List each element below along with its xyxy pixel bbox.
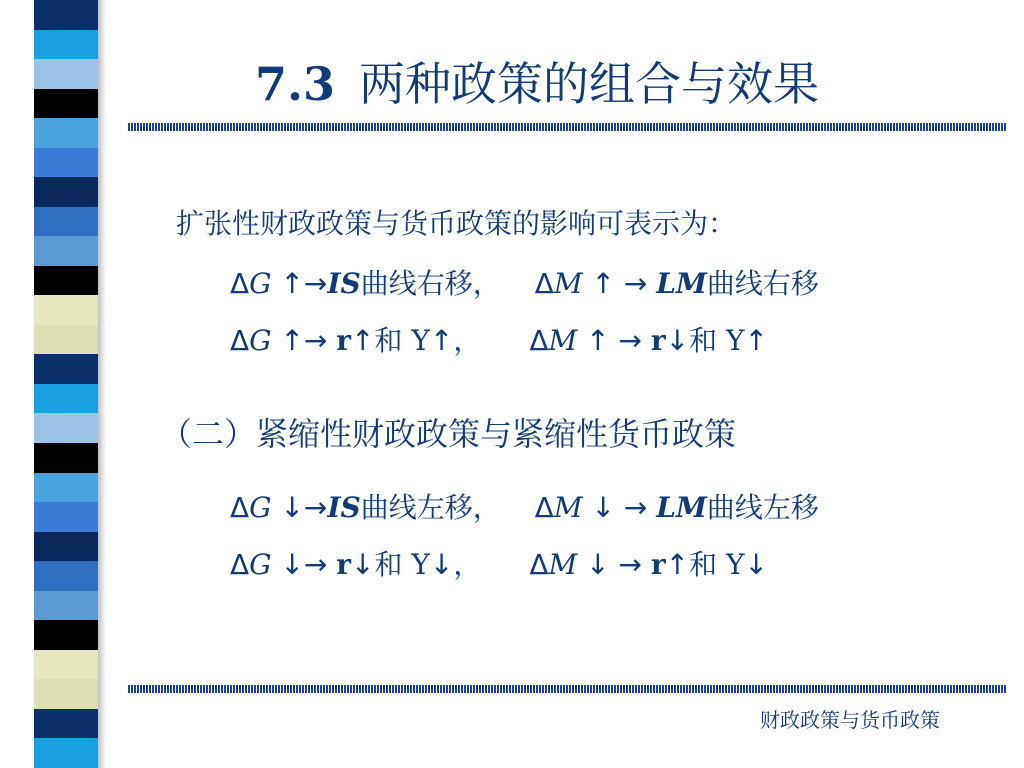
- delta-symbol: Δ: [534, 491, 554, 524]
- var-r: r: [650, 548, 666, 581]
- implies-arrow-icon: →: [303, 267, 328, 300]
- slide-title: [255, 52, 955, 116]
- and-y-text: 和 Y: [689, 324, 745, 357]
- down-arrow-icon: ↓: [591, 491, 615, 524]
- implies-arrow-icon: →: [623, 491, 648, 524]
- up-arrow-icon: ↑: [591, 267, 615, 300]
- up-arrow-icon: ↑: [280, 267, 304, 300]
- strip-band: [34, 325, 98, 355]
- and-y-text: 和 Y: [374, 324, 430, 357]
- delta-symbol: Δ: [529, 548, 549, 581]
- strip-band: [34, 266, 98, 296]
- strip-band: [34, 473, 98, 503]
- strip-band: [34, 413, 98, 443]
- down-arrow-icon: ↓: [280, 548, 304, 581]
- var-m: M: [553, 491, 583, 524]
- implies-arrow-icon: →: [623, 267, 648, 300]
- delta-symbol: Δ: [534, 267, 554, 300]
- strip-band: [34, 591, 98, 621]
- delta-symbol: Δ: [230, 491, 250, 524]
- lm-label: LM: [656, 267, 707, 300]
- strip-band: [34, 295, 98, 325]
- up-arrow-icon: ↑: [586, 324, 610, 357]
- strip-band: [34, 354, 98, 384]
- and-y-text: 和 Y: [689, 548, 745, 581]
- down-arrow-icon: ↓: [665, 324, 690, 357]
- var-g: G: [249, 548, 272, 581]
- top-divider: [128, 123, 1006, 131]
- strip-band: [34, 620, 98, 650]
- delta-symbol: Δ: [230, 267, 250, 300]
- comma-text: ，: [453, 548, 482, 581]
- is-label: IS: [327, 491, 361, 524]
- footer-text: 财政政策与货币政策: [760, 708, 940, 732]
- implies-arrow-icon: →: [618, 548, 642, 581]
- implies-arrow-icon: →: [303, 324, 328, 357]
- var-r: r: [650, 324, 666, 357]
- down-arrow-icon: ↓: [351, 548, 375, 581]
- var-g: G: [249, 267, 272, 300]
- down-arrow-icon: ↓: [429, 548, 454, 581]
- strip-band: [34, 709, 98, 739]
- down-arrow-icon: ↓: [280, 491, 304, 524]
- lm-label: LM: [656, 491, 707, 524]
- strip-band: [34, 89, 98, 119]
- strip-band: [34, 148, 98, 178]
- strip-band: [34, 0, 98, 30]
- up-arrow-icon: ↑: [429, 324, 454, 357]
- strip-band: [34, 502, 98, 532]
- is-shift-text: 曲线左移，: [360, 491, 501, 524]
- down-arrow-icon: ↓: [586, 548, 610, 581]
- strip-band: [34, 561, 98, 591]
- title-text: 两种政策的组合与效果: [359, 57, 820, 111]
- strip-band: [34, 679, 98, 709]
- strip-band: [34, 118, 98, 148]
- var-r: r: [336, 548, 352, 581]
- strip-band: [34, 738, 98, 768]
- implies-arrow-icon: →: [618, 324, 642, 357]
- strip-band: [34, 650, 98, 680]
- strip-band: [34, 177, 98, 207]
- strip-band: [34, 443, 98, 473]
- intro-text: 扩张性财政政策与货币政策的影响可表示为：: [176, 207, 737, 240]
- is-shift-text: 曲线右移，: [360, 267, 501, 300]
- implies-arrow-icon: →: [303, 548, 328, 581]
- var-m: M: [548, 324, 578, 357]
- bottom-divider: [128, 685, 1006, 693]
- delta-symbol: Δ: [230, 324, 250, 357]
- section-number: 7.3: [255, 57, 336, 111]
- down-arrow-icon: ↓: [744, 548, 768, 581]
- formula-row-3: [230, 488, 819, 528]
- var-r: r: [336, 324, 352, 357]
- lm-shift-text: 曲线左移: [706, 491, 819, 524]
- up-arrow-icon: ↑: [744, 324, 768, 357]
- decorative-strip: [34, 0, 98, 768]
- var-g: G: [249, 324, 272, 357]
- formula-row-4: [230, 545, 768, 585]
- strip-band: [34, 236, 98, 266]
- var-g: G: [249, 491, 272, 524]
- formula-row-1: [230, 264, 819, 304]
- up-arrow-icon: ↑: [665, 548, 690, 581]
- lm-shift-text: 曲线右移: [706, 267, 819, 300]
- strip-shadow: [98, 0, 106, 768]
- up-arrow-icon: ↑: [351, 324, 375, 357]
- section-heading: （二）紧缩性财政政策与紧缩性货币政策: [160, 415, 737, 453]
- var-m: M: [553, 267, 583, 300]
- is-label: IS: [327, 267, 361, 300]
- strip-band: [34, 207, 98, 237]
- strip-band: [34, 30, 98, 60]
- strip-band: [34, 384, 98, 414]
- up-arrow-icon: ↑: [280, 324, 304, 357]
- delta-symbol: Δ: [529, 324, 549, 357]
- formula-row-2: [230, 321, 768, 361]
- delta-symbol: Δ: [230, 548, 250, 581]
- and-y-text: 和 Y: [374, 548, 430, 581]
- strip-band: [34, 59, 98, 89]
- strip-band: [34, 532, 98, 562]
- var-m: M: [548, 548, 578, 581]
- comma-text: ，: [453, 324, 482, 357]
- implies-arrow-icon: →: [303, 491, 328, 524]
